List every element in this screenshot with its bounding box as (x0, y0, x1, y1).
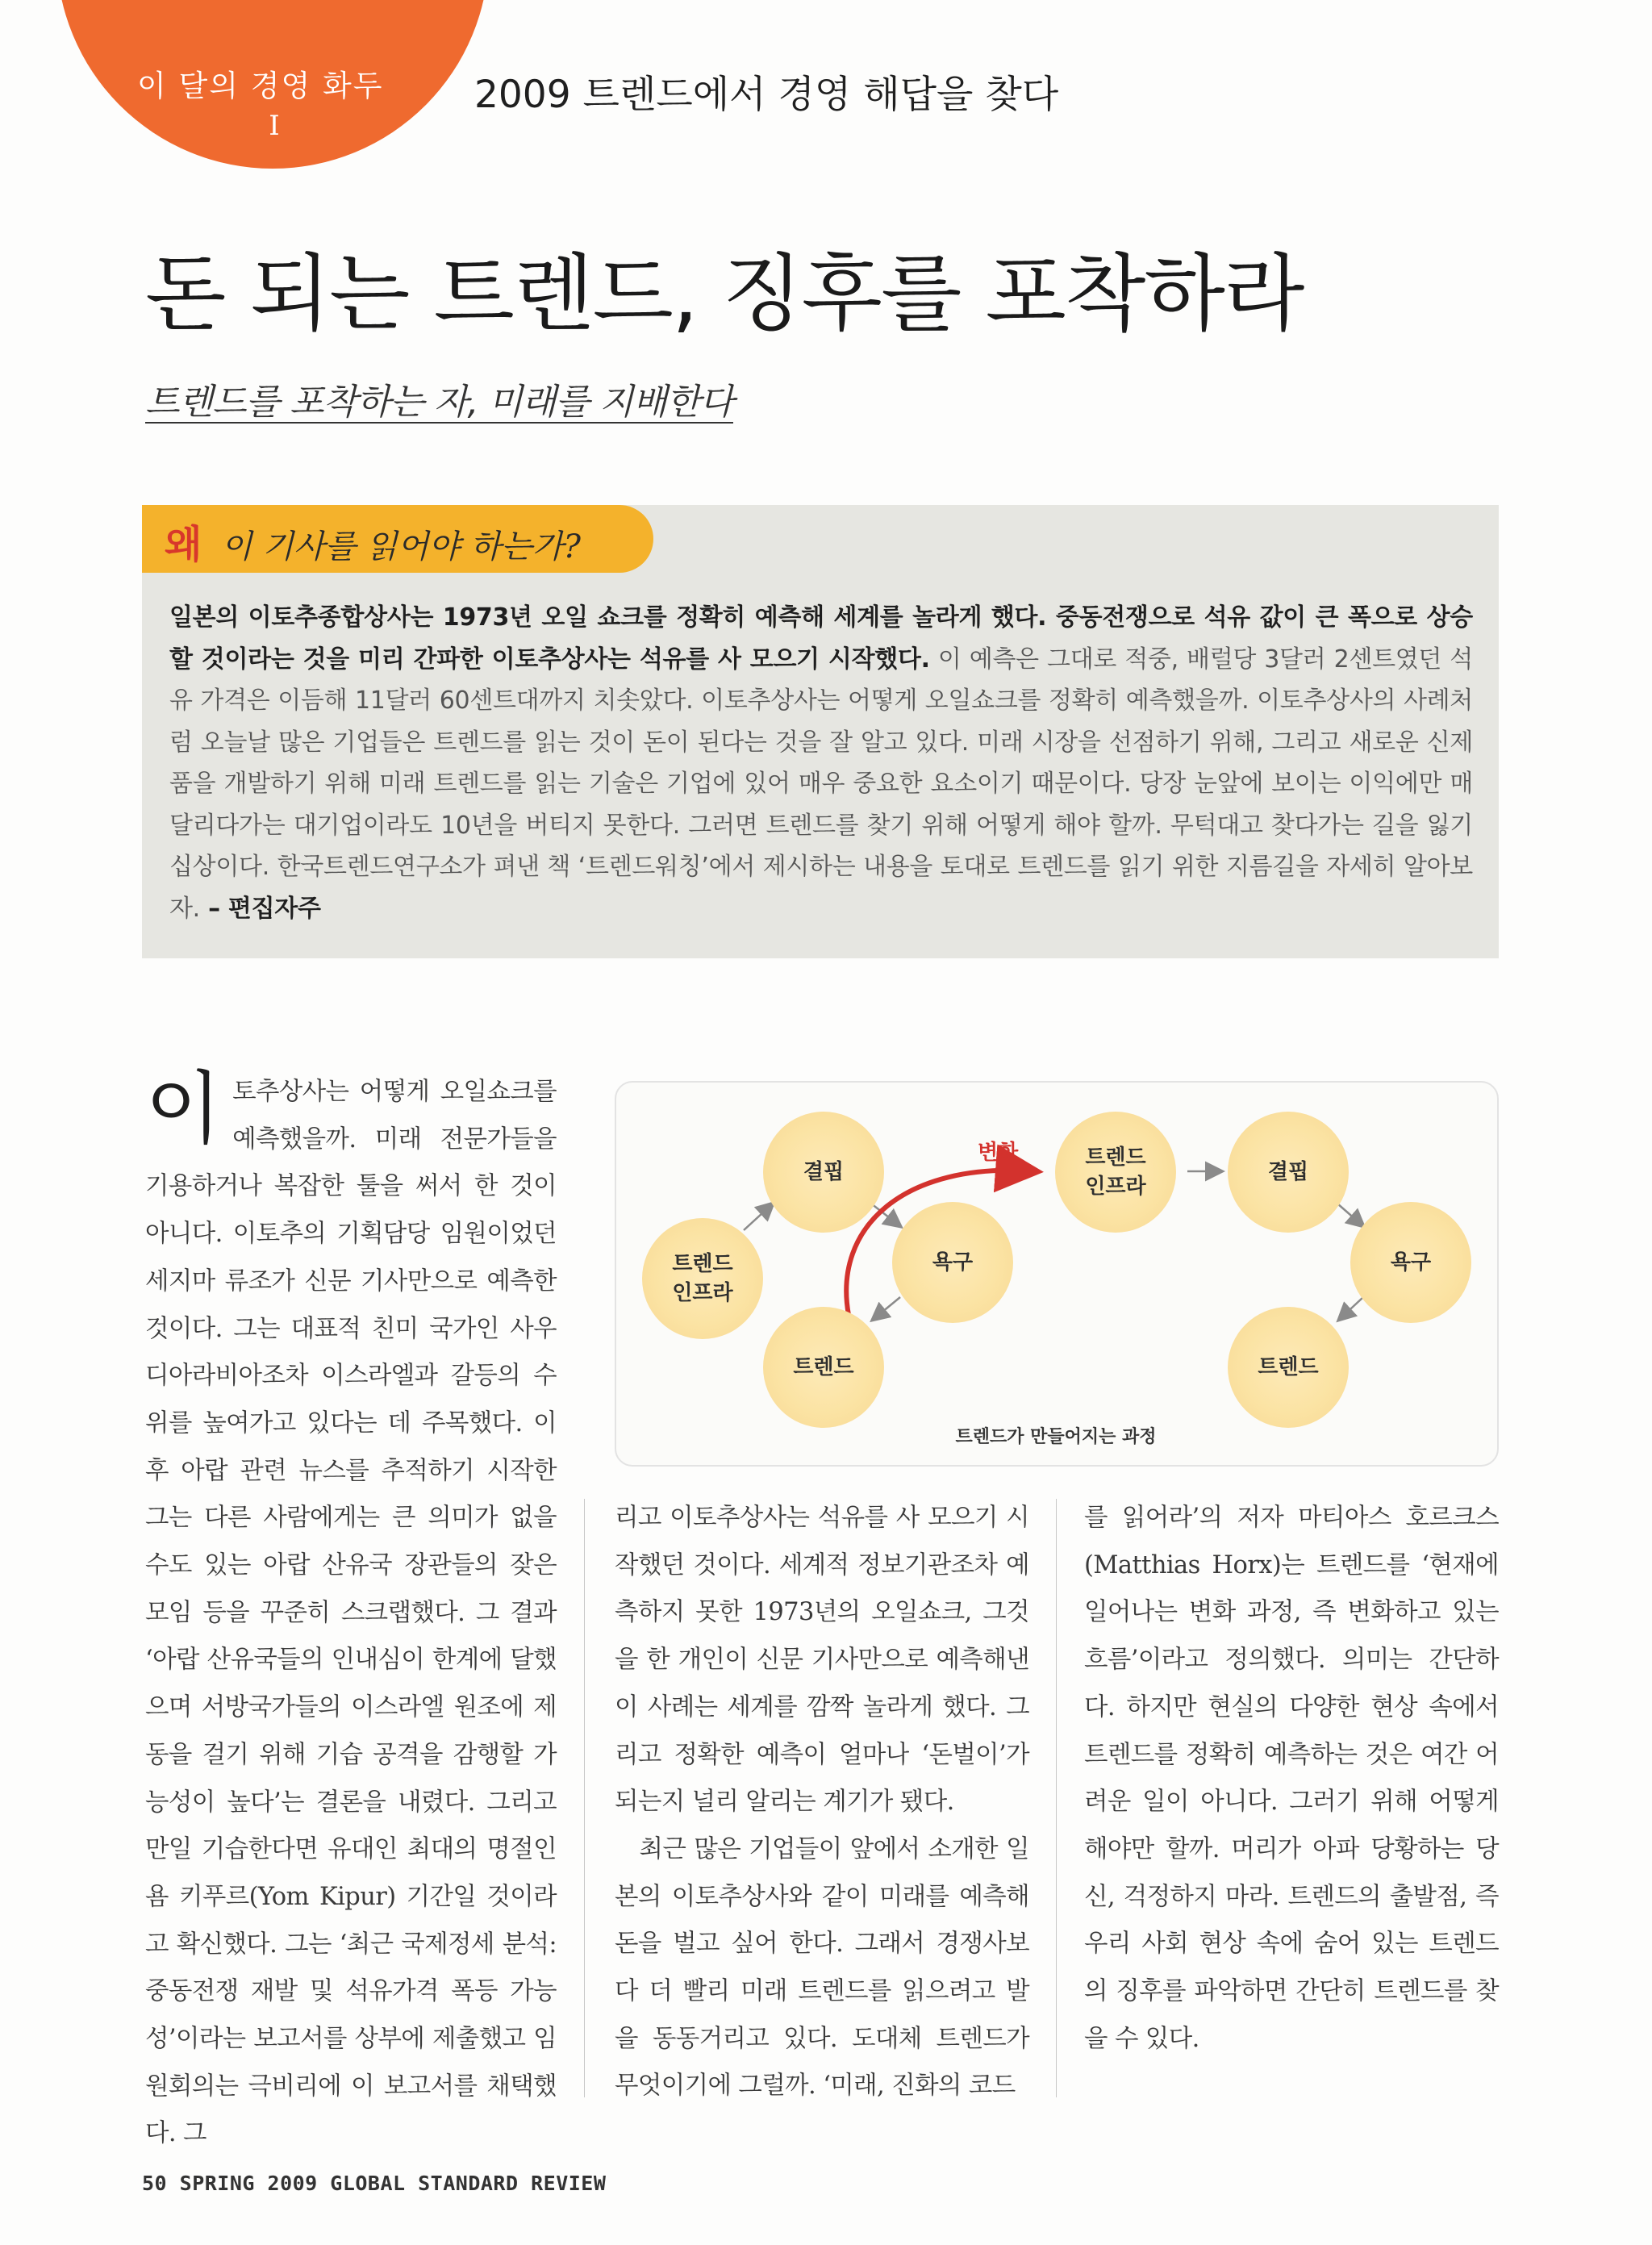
node-trend-right: 트렌드 (1228, 1307, 1349, 1428)
series-title: 2009 트렌드에서 경영 해답을 찾다 (474, 73, 1059, 117)
body-column-1-text: 토추상사는 어떻게 오일쇼크를 예측했을까. 미래 전문가들을 기용하거나 복잡한 툴을 써서 한 것이 아니다. 이토추의 기획담당 임원이었던 세지마 류조가 신문 기사만으로 예측한 것이다. 그는 대표적 친미 국가인 사우디아라비아조차 이스라엘과 갈등의 수위를 높여가고 있다는 데 주목했다. 이후 아랍 관련 뉴스를 추적하기 시작한 그는 다른 사람에게는 큰 의미가 없을 수도 있는 아랍 산유국 장관들의 잦은 모임 등을 꾸준히 스크랩했다. 그 결과 ‘아랍 산유국들의 인내심이 한계에 달했으며 서방국가들의 이스라엘 원조에 제동을 걸기 위해 기습 공격을 감행할 가능성이 높다’는 결론을 내렸다. 그리고 만일 기습한다면 유대인 최대의 명절인 욤 키푸르(Yom Kipur) 기간일 것이라고 확신했다. 그는 ‘최근 국제정세 분석:중동전쟁 재발 및 석유가격 폭등 가능성’이라는 보고서를 상부에 제출했고 임원회의는 극비리에 이 보고서를 채택했다. 그 (145, 1078, 557, 2148)
headline: 돈 되는 트렌드, 징후를 포착하라 (145, 244, 1304, 343)
body-column-1 (145, 1063, 557, 2158)
lead-sign-off: – 편집자주 (199, 894, 321, 923)
column-divider-1 (584, 1499, 585, 2097)
diagram-caption: 트렌드가 만들어지는 과정 (955, 1427, 1157, 1447)
node-infra-left: 트렌드 인프라 (642, 1218, 763, 1339)
column-divider-2 (1056, 1499, 1057, 2097)
subheadline: 트렌드를 포착하는 자, 미래를 지배한다 (145, 382, 733, 423)
body-column-3: 를 읽어라’의 저자 마티아스 호르크스(Matthias Horx)는 트렌드를 ‘현재에 일어나는 변화 과정, 즉 변화하고 있는 흐름’이라고 정의했다. 의미는 간단하다. 하지만 현실의 다양한 현상 속에서 트렌드를 정확히 예측하는 것은 여간 어려운 일이 아니다. 그러기 위해 어떻게 해야만 할까. 머리가 아파 당황하는 당신, 걱정하지 마라. 트렌드의 출발점, 즉 우리 사회 현상 속에 숨어 있는 트렌드의 징후를 파악하면 간단히 트렌드를 찾을 수 있다. (1084, 1504, 1499, 2053)
body-column-2 (615, 1495, 1029, 2110)
lead-bold-text: 일본의 이토추종합상사는 1973년 오일 쇼크를 정확히 예측해 세계를 놀라게 했다. 중동전쟁으로 석유 값이 큰 폭으로 상승할 것이라는 것을 미리 간파한 이토추상사는 석유를 사 모으기 시작했다. (169, 603, 1473, 674)
lead-body-text: 이 예측은 그대로 적중, 배럴당 3달러 2센트였던 석유 가격은 이듬해 11달러 60센트대까지 치솟았다. 이토추상사는 어떻게 오일쇼크를 정확히 예측했을까. 이토추상사의 사례처럼 오늘날 많은 기업들은 트렌드를 읽는 것이 돈이 된다는 것을 잘 알고 있다. 미래 시장을 선점하기 위해, 그리고 새로운 신제품을 개발하기 위해 미래 트렌드를 읽는 기술은 기업에 있어 매우 중요한 요소이기 때문이다. 당장 눈앞에 보이는 이익에만 매달리다가는 대기업이라도 10년을 버티지 못한다. 그러면 트렌드를 찾기 위해 어떻게 해야 할까. 무턱대고 찾다가는 길을 잃기 십상이다. 한국트렌드연구소가 펴낸 책 ‘트렌드워칭’에서 제시하는 내용을 토대로 트렌드를 읽기 위한 지름길을 자세히 알아보자. (169, 645, 1473, 923)
node-trend-left: 트렌드 (763, 1307, 884, 1428)
section-label: 이 달의 경영 화두 (137, 69, 384, 103)
node-infra-right: 트렌드 인프라 (1055, 1112, 1176, 1233)
lead-tab-emphasis: 왜 (165, 522, 202, 567)
node-deficiency-left: 결핍 (763, 1112, 884, 1233)
body-column-2-paragraph-2: 최근 많은 기업들이 앞에서 소개한 일본의 이토추상사와 같이 미래를 예측해 돈을 벌고 싶어 한다. 그래서 경쟁사보다 더 빨리 미래 트렌드를 읽으려고 발을 동동거리고 있다. 도대체 트렌드가 무엇이기에 그럴까. ‘미래, 진화의 코드 (615, 1834, 1029, 2101)
body-column-2-paragraph-1: 리고 이토추상사는 석유를 사 모으기 시작했던 것이다. 세계적 정보기관조차 예측하지 못한 1973년의 오일쇼크, 그것을 한 개인이 신문 기사만으로 예측해낸 이 사례는 세계를 깜짝 놀라게 했다. 그리고 정확한 예측이 얼마나 ‘돈벌이’가 되는지 널리 알리는 계기가 됐다. (615, 1504, 1029, 1817)
page-footer: 50 SPRING 2009 GLOBAL STANDARD REVIEW (142, 2172, 607, 2195)
change-label: 변화 (978, 1141, 1019, 1165)
arrow-deficiency-to-need-right (1337, 1204, 1363, 1226)
arrow-infra-to-deficiency (744, 1204, 773, 1230)
trend-process-diagram (615, 1081, 1497, 1465)
node-deficiency-right: 결핍 (1228, 1112, 1349, 1233)
lead-paragraph (169, 597, 1473, 929)
arrow-need-to-trend-right (1339, 1297, 1363, 1320)
section-number: I (269, 110, 280, 142)
node-need-right: 욕구 (1350, 1202, 1471, 1323)
drop-cap: 이 (145, 1063, 222, 1155)
lead-tab-text: 이 기사를 읽어야 하는가? (221, 528, 581, 565)
arrow-need-to-trend (873, 1297, 900, 1320)
node-need-left: 욕구 (892, 1202, 1013, 1323)
